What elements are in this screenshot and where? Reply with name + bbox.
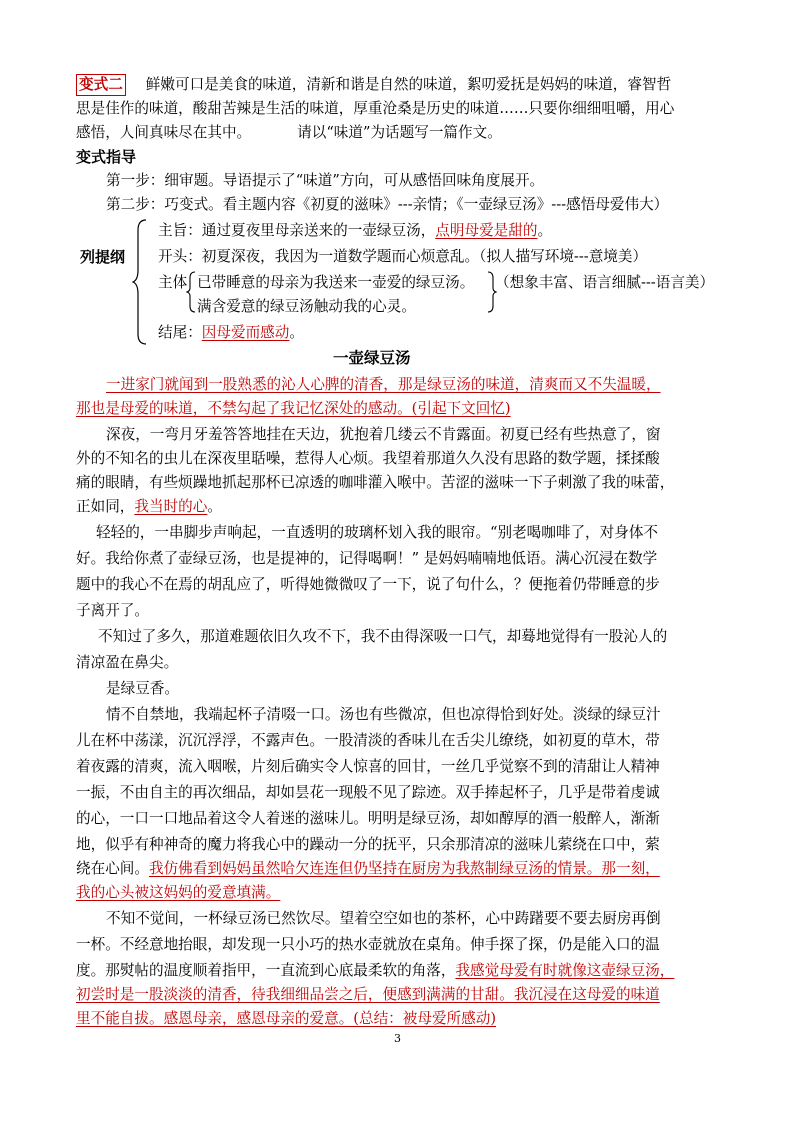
- essay-p1-line-2: 那也是母爱的味道，不禁勾起了我记忆深处的感动。(引起下文回忆): [76, 400, 511, 417]
- essay-p7-line-1: 不知不觉间，一杯绿豆汤已然饮尽。望着空空如也的茶杯，心中踌躇要不要去厨房再倒: [106, 910, 661, 927]
- essay-p6-line-7: [76, 856, 660, 882]
- essay-p3-line-2: 好。我给你煮了壶绿豆汤，也是提神的，记得喝啊！” 是妈妈喃喃地低语。满心沉浸在数学: [76, 550, 658, 567]
- essay-p7-line-3: [76, 958, 674, 984]
- outline-theme-text: 主旨：通过夏夜里母亲送来的一壶绿豆汤，: [158, 222, 436, 239]
- prompt-text-3b: 请以“味道”为话题写一篇作文。: [297, 124, 502, 141]
- outline-label: 列提纲: [80, 248, 126, 266]
- essay-p7-line-5: 里不能自拔。感恩母亲，感恩母亲的爱意。(总结：被母爱所感动): [76, 1010, 497, 1027]
- essay-p3-line-3: 题中的我心不在焉的胡乱应了，听得她微微叹了一下，说了句什么，？便拖着仍带睡意的步: [76, 576, 660, 593]
- prompt-line-2: 思是佳作的味道，酸甜苦辣是生活的味道，厚重沧桑是历史的味道……只要你细细咀嚼，用心: [76, 100, 675, 117]
- prompt-line-1: [76, 72, 671, 98]
- essay-p6-line-7-text: 绕在心间。: [76, 860, 149, 877]
- guide-heading: 变式指导: [76, 148, 137, 166]
- essay-p2-line-1: 深夜，一弯月牙羞答答地挂在天边，犹抱着几缕云不肯露面。初夏已经有些热意了，窗: [106, 426, 661, 443]
- essay-p7-line-3-text: 度。那熨帖的温度顺着指甲，一直流到心底最柔软的角落，: [76, 962, 456, 979]
- outline-brace: [132, 218, 148, 346]
- outline-ending-text: 结尾：: [158, 324, 202, 341]
- outline-theme: [158, 218, 552, 244]
- essay-p6-line-5: 的心，一口一口地品着这令人着迷的滋味儿。明明是绿豆汤，却如醇厚的酒一般醉人，渐渐: [76, 810, 660, 827]
- outline-theme-highlight: 点明母爱是甜的: [435, 222, 538, 239]
- outline-opening: 开头：初夏深夜，我因为一道数学题而心烦意乱。（拟人描写环境---意境美）: [158, 248, 648, 265]
- outline-body-2: 满含爱意的绿豆汤触动我的心灵。: [197, 298, 416, 315]
- essay-p7-line-2: 一杯。不经意地抬眼，却发现一只小巧的热水壶就放在桌角。伸手探了探，仍是能入口的温: [76, 936, 660, 953]
- essay-p5: 是绿豆香。: [106, 680, 179, 697]
- variant-label: 变式二: [76, 74, 126, 96]
- essay-p7-line-4: 初尝时是一股淡淡的清香，待我细细品尝之后，便感到满满的甘甜。我沉浸在这母爱的味道: [76, 986, 660, 1003]
- outline-body-label: 主体: [158, 274, 188, 291]
- body-open-brace: [186, 270, 196, 314]
- essay-p6-highlight-1: 我仿佛看到妈妈虽然哈欠连连但仍坚持在厨房为我熬制绿豆汤的情景。那一刻，: [148, 860, 660, 877]
- outline-theme-end: 。: [537, 222, 553, 239]
- outline-ending: [158, 320, 304, 346]
- prompt-line-3: [76, 120, 502, 146]
- outline-body-note: （想象丰富、语言细腻---语言美）: [495, 274, 715, 291]
- prompt-text-1: 鲜嫩可口是美食的味道，清新和谐是自然的味道，絮叨爱抚是妈妈的味道，睿智哲: [145, 76, 672, 93]
- page-number: 3: [394, 1032, 401, 1045]
- essay-p1-line-1: 一进家门就闻到一股熟悉的沁人心脾的清香，那是绿豆汤的味道，清爽而又不失温暖，: [106, 376, 661, 393]
- essay-p7-highlight-1: 我感觉母爱有时就像这壶绿豆汤，: [455, 962, 675, 979]
- essay-p6-line-2: 儿在杯中荡漾，沉沉浮浮，不露声色。一股清淡的香味儿在舌尖儿缭绕，如初夏的草木，带: [76, 732, 660, 749]
- guide-step-1: 第一步：细审题。导语提示了“味道”方向，可从感悟回味角度展开。: [106, 172, 545, 189]
- outline-ending-end: 。: [289, 324, 304, 341]
- essay-p4-line-2: 清凉盈在鼻尖。: [76, 654, 179, 671]
- guide-step-2: 第二步：巧变式。看主题内容《初夏的滋味》---亲情；《一壶绿豆汤》---感悟母爱伟大）: [106, 196, 669, 213]
- essay-p2-line-4-end: 。: [207, 498, 222, 515]
- essay-p6-line-3: 着夜露的清爽，流入咽喉，片刻后确实令人惊喜的回甘，一丝几乎觉察不到的清甜让人精神: [76, 758, 660, 775]
- essay-p2-line-3: 痛的眼睛，有些烦躁地抓起那杯已凉透的咖啡灌入喉中。苦涩的滋味一下子刺激了我的味蕾，: [76, 474, 675, 491]
- essay-p2-line-4-text: 正如同，: [76, 498, 135, 515]
- essay-p6-line-8: 我的心头被这妈妈的爱意填满。: [76, 884, 281, 901]
- essay-p2-highlight: 我当时的心: [134, 498, 208, 515]
- essay-p6-line-6: 地，似乎有种神奇的魔力将我心中的躁动一分的抚平，只余那清凉的滋味儿萦绕在口中，萦: [76, 836, 660, 853]
- essay-title: 一壶绿豆汤: [333, 348, 411, 367]
- outline-body-1: 已带睡意的母亲为我送来一壶爱的绿豆汤。: [197, 274, 475, 291]
- essay-p6-line-1: 情不自禁地，我端起杯子清啜一口。汤也有些微凉，但也凉得恰到好处。淡绿的绿豆汁: [106, 706, 661, 723]
- essay-p4-line-1: 不知过了多久，那道难题依旧久攻不下，我不由得深吸一口气，却蓦地觉得有一股沁人的: [98, 628, 668, 645]
- prompt-text-3a: 感悟，人间真味尽在其中。: [76, 124, 252, 141]
- essay-p6-line-4: 一振，不由自主的再次细品，却如昙花一现般不见了踪迹。双手捧起杯子，几乎是带着虔诚: [76, 784, 660, 801]
- outline-ending-highlight: 因母爱而感动: [201, 324, 290, 341]
- essay-p2-line-4: [76, 494, 222, 520]
- essay-p2-line-2: 外的不知名的虫儿在深夜里聒噪，惹得人心烦。我望着那道久久没有思路的数学题，揉揉酸: [76, 450, 660, 467]
- essay-p3-line-4: 子离开了。: [76, 602, 149, 619]
- essay-p3-line-1: 轻轻的，一串脚步声响起，一直透明的玻璃杯划入我的眼帘。“别老喝咖啡了，对身体不: [96, 524, 659, 541]
